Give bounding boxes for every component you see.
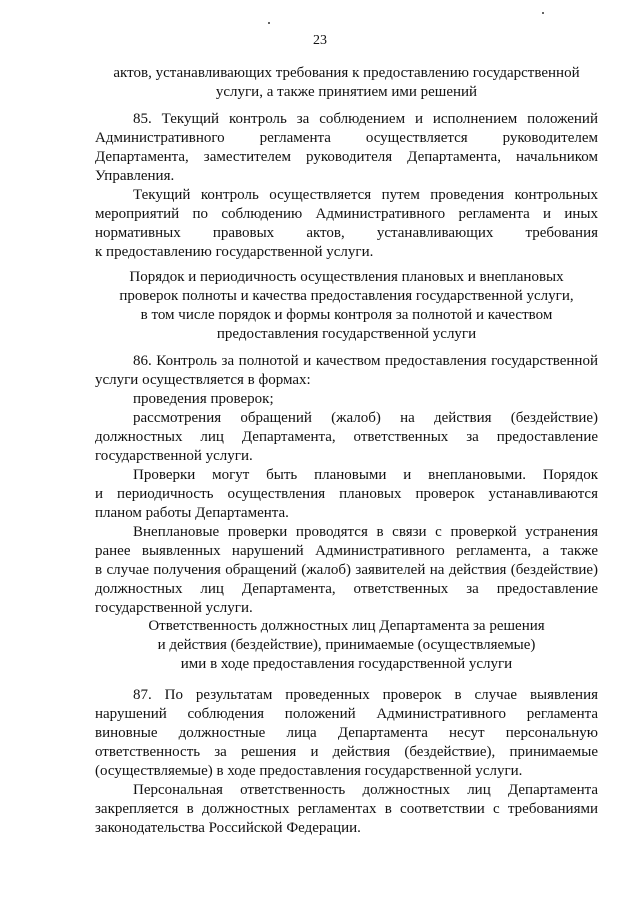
section-heading-inspections: Порядок и периодичность осуществления плановых и внеплановых проверок полноты и качества предоставления государственной услуги, в том числе порядок и формы контроля за полнотой и качеством предоставления государственной услуги (119, 269, 574, 342)
paragraph-86: 86. Контроль за полнотой и качеством предоставления государственной услуги осуществляется в формах: проведения проверок; рассмотрения обращений (жалоб) на действия (бездействие) должностных лиц Департамента, ответственных за предоставление государственной услуги. Проверки могут быть плановыми и внеплановыми. Порядок и периодичность осуществления плановых проверок устанавливаются планом работы Департамента. Внеплановые проверки проводятся в связи с проверкой устранения ранее выявленных нарушений Административного регламента, а также в случае получения обращений (жалоб) заявителей на действия (бездействие) должностных лиц Департамента, ответственных за предоставление государственной услуги. (95, 353, 598, 616)
scan-speck (542, 12, 544, 14)
scan-speck (268, 22, 270, 24)
paragraph-87: 87. По результатам проведенных проверок в случае выявления нарушений соблюдения положений Административного регламента виновные должностные лица Департамента несут персональную ответственность за решения и действия (бездействие), принимаемые (осуществляемые) в ходе предоставления государственной услуги. Персональная ответственность должностных лиц Департамента закрепляется в должностных регламентах в соответствии с требованиями законодательства Российской Федерации. (95, 687, 598, 836)
paragraph-85: 85. Текущий контроль за соблюдением и исполнением положений Административного регламента осуществляется руководителем Департамента, заместителем руководителя Департамента, начальником Управления. Текущий контроль осуществляется путем проведения контрольных мероприятий по соблюдению Административного регламента и иных нормативных правовых актов, устанавливающих требования к предоставлению государственной услуги. (95, 111, 598, 260)
intro-text: актов, устанавливающих требования к предоставлению государственной услуги, а также принятием ими решений (113, 65, 580, 100)
page-number: 23 (313, 33, 327, 48)
section-heading-responsibility: Ответственность должностных лиц Департамента за решения и действия (бездействие), принимаемые (осуществляемые) ими в ходе предоставления государственной услуги (148, 618, 545, 672)
